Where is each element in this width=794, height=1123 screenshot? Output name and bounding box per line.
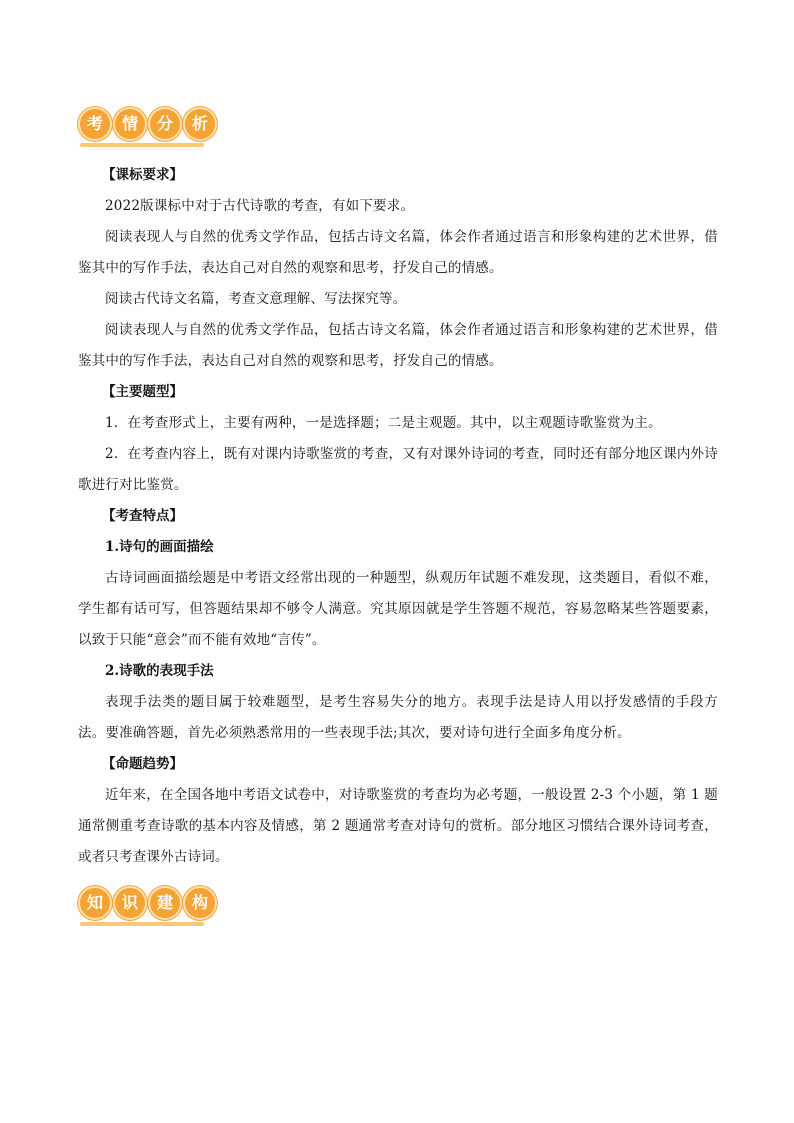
tedian-subheading-1: 1.诗句的画面描绘: [105, 539, 214, 555]
badge-char: 识: [113, 886, 147, 920]
badge-char: 分: [148, 107, 182, 141]
badge-underline: [80, 922, 204, 926]
badge-underline: [80, 143, 204, 147]
badge-char: 考: [78, 107, 112, 141]
tedian-paragraph-1: 古诗词画面描绘题是中考语文经常出现的一种题型，纵观历年试题不难发现，这类题目，看似不难，学生都有话可写，但答题结果却不够令人满意。究其原因就是学生答题不规范，容易忽略某些答题要素，以致于只能“意会”而不能有效地“言传”。: [78, 570, 718, 648]
badge-char: 析: [183, 107, 217, 141]
tixing-paragraph-1: 1．在考查形式上，主要有两种，一是选择题；二是主观题。其中，以主观题诗歌鉴赏为主。: [105, 415, 662, 431]
tixing-paragraph-2: 2．在考查内容上，既有对课内诗歌鉴赏的考查，又有对课外诗词的考查，同时还有部分地区课内外诗歌进行对比鉴赏。: [78, 446, 718, 493]
qushi-paragraph-1: 近年来，在全国各地中考语文试卷中，对诗歌鉴赏的考查均为必考题，一般设置 2-3 个小题，第 1 题通常侧重考查诗歌的基本内容及情感，第 2 题通常考查对诗句的赏析。部分地区习惯结合课外诗词考查，或者只考查课外古诗词。: [78, 787, 718, 865]
badge-char: 建: [148, 886, 182, 920]
section-badge-kaoqing-fenxi: [78, 107, 217, 141]
tedian-paragraph-2: 表现手法类的题目属于较难题型，是考生容易失分的地方。表现手法是诗人用以抒发感情的手段方法。要准确答题，首先必须熟悉常用的一些表现手法;其次，要对诗句进行全面多角度分析。: [78, 694, 718, 741]
kebiao-paragraph-1: 阅读表现人与自然的优秀文学作品，包括古诗文名篇，体会作者通过语言和形象构建的艺术世界，借鉴其中的写作手法，表达自己对自然的观察和思考，抒发自己的情感。: [78, 229, 718, 276]
badge-char: 知: [78, 886, 112, 920]
qushi-heading: 【命题趋势】: [102, 756, 183, 772]
kebiao-heading: 【课标要求】: [102, 167, 183, 183]
analysis-content: [78, 160, 718, 873]
tedian-heading: 【考查特点】: [102, 508, 183, 524]
section-badge-zhishi-jiangou: [78, 886, 217, 920]
badge-char: 构: [183, 886, 217, 920]
tixing-heading: 【主要题型】: [102, 384, 183, 400]
tedian-subheading-2: 2.诗歌的表现手法: [105, 663, 214, 679]
kebiao-paragraph-2: 阅读古代诗文名篇，考查文意理解、写法探究等。: [105, 291, 407, 307]
kebiao-intro: 2022版课标中对于古代诗歌的考查，有如下要求。: [105, 198, 415, 214]
kebiao-paragraph-3: 阅读表现人与自然的优秀文学作品，包括古诗文名篇，体会作者通过语言和形象构建的艺术世界，借鉴其中的写作手法，表达自己对自然的观察和思考，抒发自己的情感。: [78, 322, 718, 369]
badge-char: 情: [113, 107, 147, 141]
